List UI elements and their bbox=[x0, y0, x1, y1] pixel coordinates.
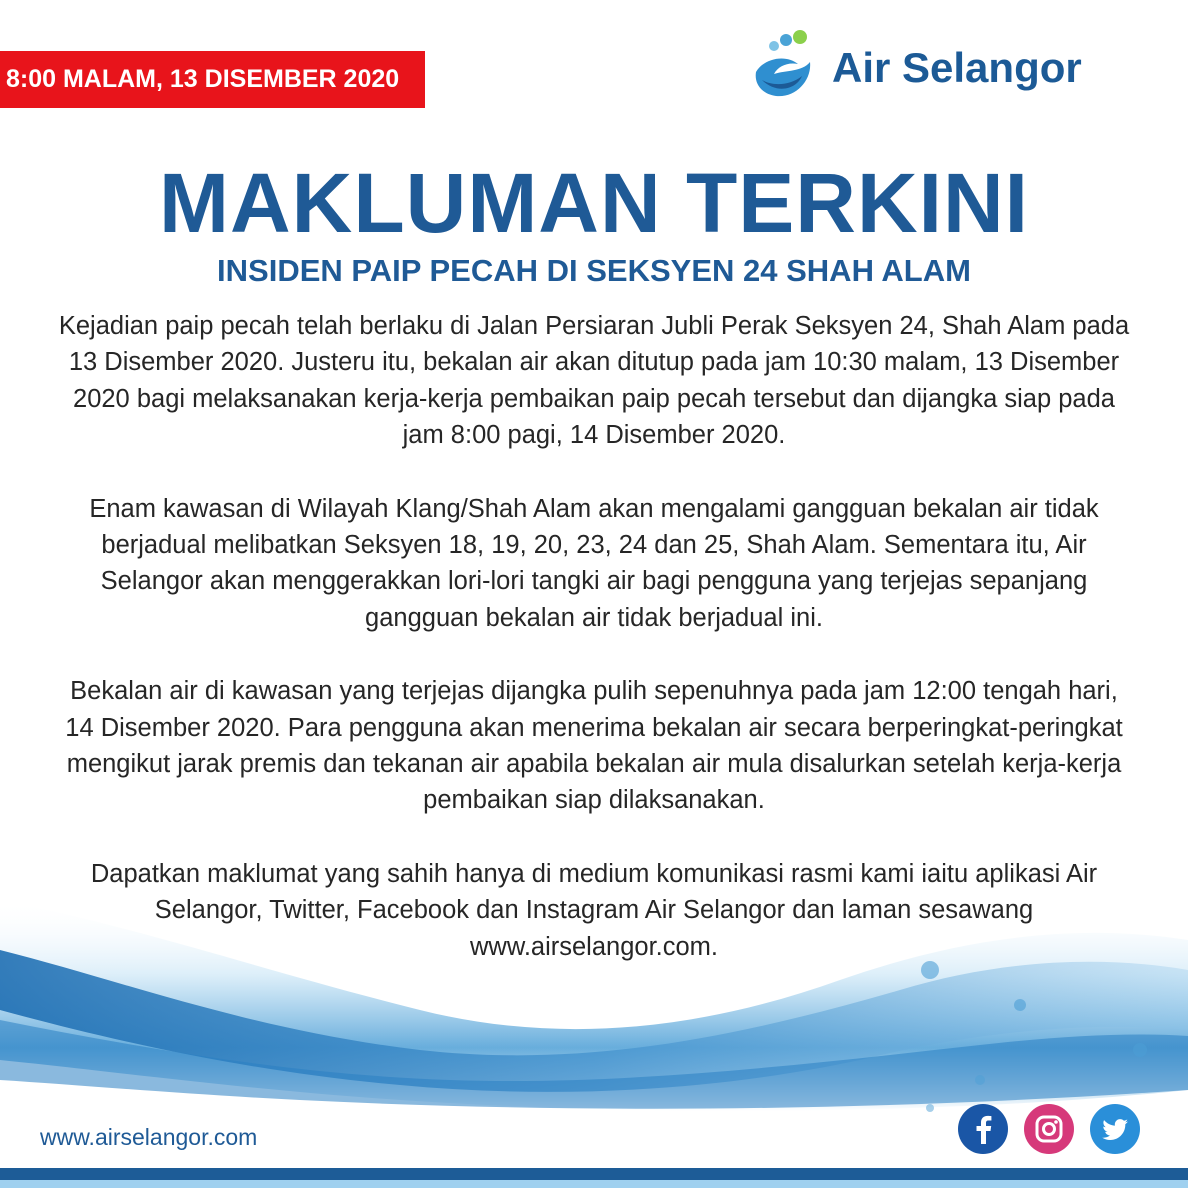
paragraph-3: Bekalan air di kawasan yang terjejas dijangka pulih sepenuhnya pada jam 12:00 tengah hari, 14 Disember 2020. Para pengguna akan menerima bekalan air secara berperingkat-peringkat mengikut jarak premis dan tekanan air apabila bekalan air mula disalurkan setelah kerja-kerja pembaikan siap dilaksanakan. bbox=[65, 677, 1123, 815]
air-selangor-logo bbox=[752, 28, 1102, 108]
bottom-bar-light bbox=[0, 1180, 1188, 1188]
instagram-icon[interactable] bbox=[1024, 1104, 1074, 1154]
timestamp-banner: 8:00 MALAM, 13 DISEMBER 2020 bbox=[0, 51, 425, 108]
paragraph-1: Kejadian paip pecah telah berlaku di Jalan Persiaran Jubli Perak Seksyen 24, Shah Alam pada 13 Disember 2020. Justeru itu, bekalan air akan ditutup pada jam 10:30 malam, 13 Disember 2020 bagi melaksanakan kerja-kerja pembaikan paip pecah tersebut dan dijangka siap pada jam 8:00 pagi, 14 Disember 2020. bbox=[58, 312, 1130, 450]
twitter-icon[interactable] bbox=[1090, 1104, 1140, 1154]
footer-website-link[interactable]: www.airselangor.com bbox=[40, 1124, 258, 1150]
water-drop-icon bbox=[752, 28, 832, 108]
paragraph-2: Enam kawasan di Wilayah Klang/Shah Alam akan mengalami gangguan bekalan air tidak berjadual melibatkan Seksyen 18, 19, 20, 23, 24 dan 25, Shah Alam. Sementara itu, Air Selangor akan menggerakkan lori-lori tangki air bagi pengguna yang terjejas sepanjang gangguan bekalan air tidak berjadual ini. bbox=[89, 494, 1099, 632]
paragraph-4: Dapatkan maklumat yang sahih hanya di medium komunikasi rasmi kami iaitu aplikasi Air Selangor, Twitter, Facebook dan Instagram Air Selangor dan laman sesawang www.airselangor.com. bbox=[90, 859, 1098, 961]
announcement-body bbox=[55, 308, 1133, 1002]
bottom-bar-dark bbox=[0, 1168, 1188, 1180]
page-title: MAKLUMAN TERKINI bbox=[159, 156, 1029, 250]
facebook-icon[interactable] bbox=[958, 1104, 1008, 1154]
bottom-brand-bar bbox=[0, 1168, 1188, 1188]
page-subtitle: INSIDEN PAIP PECAH DI SEKSYEN 24 SHAH ALAM bbox=[217, 253, 971, 288]
brand-name: Air Selangor bbox=[832, 44, 1082, 91]
